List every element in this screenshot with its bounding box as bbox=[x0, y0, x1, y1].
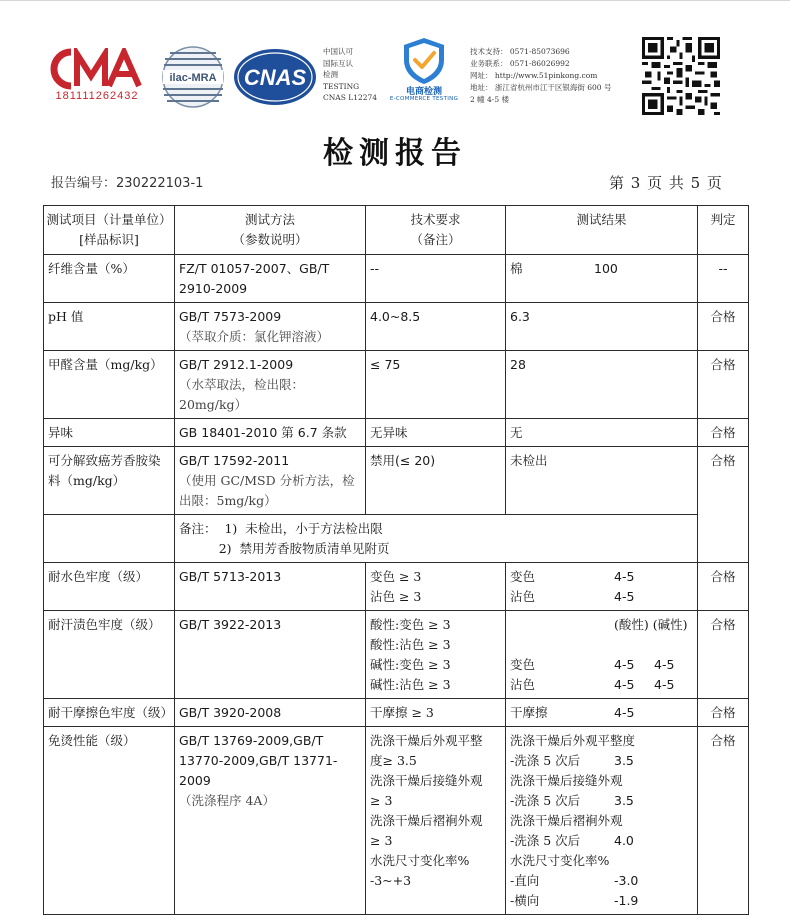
website: 网址： http://www.51pinkong.com bbox=[470, 71, 598, 80]
report-title: 检测报告 bbox=[323, 136, 467, 171]
top-divider bbox=[0, 0, 790, 1]
address-building: 2 幢 4-5 楼 bbox=[470, 95, 510, 104]
header-verdict: 判定 bbox=[698, 206, 749, 255]
cnas-logo bbox=[232, 47, 318, 107]
table-row: 异味 GB 18401-2010 第 6.7 条款 无异味 无 合格 bbox=[44, 419, 749, 447]
ecommerce-subtitle: E-COMMERCE TESTING bbox=[389, 96, 459, 102]
table-row: 耐干摩擦色牢度（级） GB/T 3920-2008 干摩擦 ≥ 3 干摩擦 4-5 合格 bbox=[44, 699, 749, 727]
shield-check-icon bbox=[388, 36, 460, 86]
test-results-table bbox=[43, 205, 749, 915]
table-row: 免烫性能（级） GB/T 13769-2009,GB/T 13770-2009,GB/T 13771-2009 （洗涤程序 4A） 洗涤干燥后外观平整 度≥ 3.5 洗涤干燥后接缝外观 ≥ 3 洗涤干燥后褶裥外观 ≥ 3 水洗尺寸变化率% -3~+3 洗涤干燥后外观平整度 -洗涤 5 次后 3.5 洗涤干燥后接缝外观 -洗涤 5 次后 3.5 洗涤干燥后褶裥外观 -洗涤 5 次后 4.0 水洗尺寸变化率% -直向 -3.0 -横向 -1.9 合格 bbox=[44, 727, 749, 915]
cma-mark-icon bbox=[47, 48, 147, 90]
globe-icon bbox=[161, 45, 225, 109]
table-row: 耐汗渍色牢度（级） GB/T 3922-2013 酸性:变色 ≥ 3 酸性:沾色 ≥ 3 碱性:变色 ≥ 3 碱性:沾色 ≥ 3 (酸性) (碱性) 变色 4-5 4-5 沾色 4-5 4-5 合格 bbox=[44, 611, 749, 699]
ecommerce-title: 电商检测 bbox=[405, 87, 442, 97]
qr-code-icon bbox=[641, 37, 721, 115]
page-indicator: 第 3 页 共 5 页 bbox=[609, 174, 723, 192]
header-method: 测试方法 （参数说明） bbox=[175, 206, 366, 255]
table-header-row bbox=[44, 206, 749, 255]
table-row: 甲醛含量（mg/kg） GB/T 2912.1-2009 （水萃取法，检出限：20mg/kg） ≤ 75 28 合格 bbox=[44, 351, 749, 419]
qr-code bbox=[641, 37, 721, 115]
cnas-mark-icon bbox=[232, 47, 318, 107]
report-number-label: 报告编号： bbox=[51, 176, 117, 191]
report-number bbox=[51, 172, 203, 191]
table-row: 纤维含量（%） FZ/T 01057-2007、GB/T 2910-2009 -- 棉 100 -- bbox=[44, 255, 749, 303]
table-row: pH 值 GB/T 7573-2009 （萃取介质：氯化钾溶液） 4.0~8.5 6.3 合格 bbox=[44, 303, 749, 351]
contact-info bbox=[470, 46, 611, 106]
business-phone: 业务联系： 0571-86026992 bbox=[470, 59, 570, 68]
table-row: 可分解致癌芳香胺染料（mg/kg） GB/T 17592-2011 （使用 GC/MSD 分析方法，检出限：5mg/kg） 禁用(≤ 20) 未检出 合格 bbox=[44, 447, 749, 515]
cma-number: 181111262432 bbox=[55, 90, 139, 102]
azo-note: 备注： 1) 未检出，小于方法检出限 2) 禁用芳香胺物质清单见附页 bbox=[175, 515, 698, 563]
svg-text:ilac-MRA: ilac-MRA bbox=[169, 72, 217, 84]
table-note-row bbox=[44, 515, 749, 563]
support-phone: 技术支持： 0571-85073696 bbox=[470, 47, 570, 56]
cma-logo bbox=[47, 48, 147, 108]
cnas-accreditation-text: 中国认可 国际互认 检测 TESTING CNAS L12274 bbox=[323, 47, 378, 102]
ilac-mra-logo bbox=[161, 45, 225, 109]
header-result: 测试结果 bbox=[506, 206, 698, 255]
report-number-value: 230222103-1 bbox=[116, 176, 204, 191]
table-row: 耐水色牢度（级） GB/T 5713-2013 变色 ≥ 3 沾色 ≥ 3 变色 4-5 沾色 4-5 合格 bbox=[44, 563, 749, 611]
svg-text:CNAS: CNAS bbox=[243, 65, 307, 90]
ecommerce-testing-logo bbox=[388, 36, 460, 110]
header-requirement: 技术要求 （备注） bbox=[366, 206, 506, 255]
header-item: 测试项目（计量单位） [样品标识] bbox=[44, 206, 175, 255]
address: 地址： 浙江省杭州市江干区银海街 600 号 bbox=[470, 83, 612, 92]
